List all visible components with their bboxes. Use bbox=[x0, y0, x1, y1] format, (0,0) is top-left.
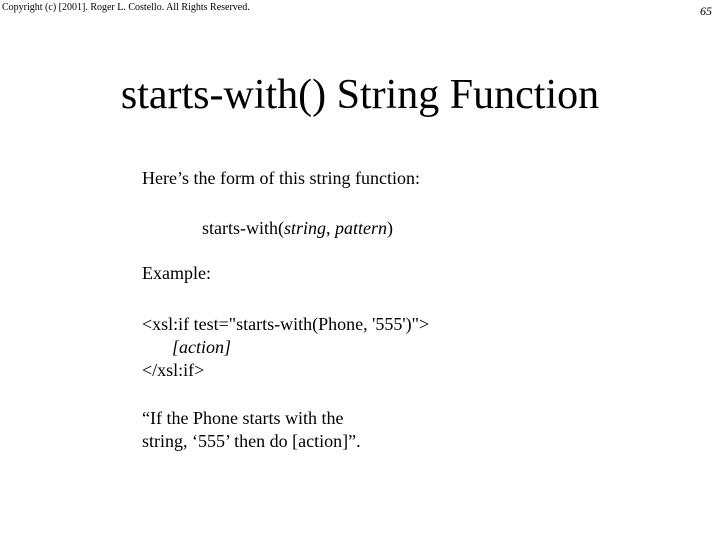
quote-line-1: “If the Phone starts with the bbox=[142, 408, 344, 428]
code-example bbox=[142, 313, 429, 382]
signature-arg-string: string bbox=[283, 218, 326, 238]
signature-separator: , bbox=[326, 218, 335, 238]
code-line-action: [action] bbox=[172, 337, 232, 357]
page-number: 65 bbox=[700, 4, 712, 18]
explanation-quote bbox=[142, 407, 361, 453]
signature-arg-pattern: pattern bbox=[335, 218, 387, 238]
signature-prefix: starts-with( bbox=[202, 218, 284, 238]
example-label: Example: bbox=[142, 263, 211, 283]
copyright-notice: Copyright (c) [2001]. Roger L. Costello. All Rights Reserved. bbox=[2, 2, 250, 13]
code-line-open: <xsl:if test="starts-with(Phone, '555')"> bbox=[142, 314, 430, 334]
code-line-close: </xsl:if> bbox=[142, 360, 205, 380]
intro-text: Here’s the form of this string function: bbox=[142, 168, 420, 188]
slide-title: starts-with() String Function bbox=[120, 72, 600, 118]
quote-line-2: string, ‘555’ then do [action]”. bbox=[142, 431, 361, 451]
signature-suffix: ) bbox=[387, 218, 393, 238]
function-signature bbox=[202, 217, 393, 240]
